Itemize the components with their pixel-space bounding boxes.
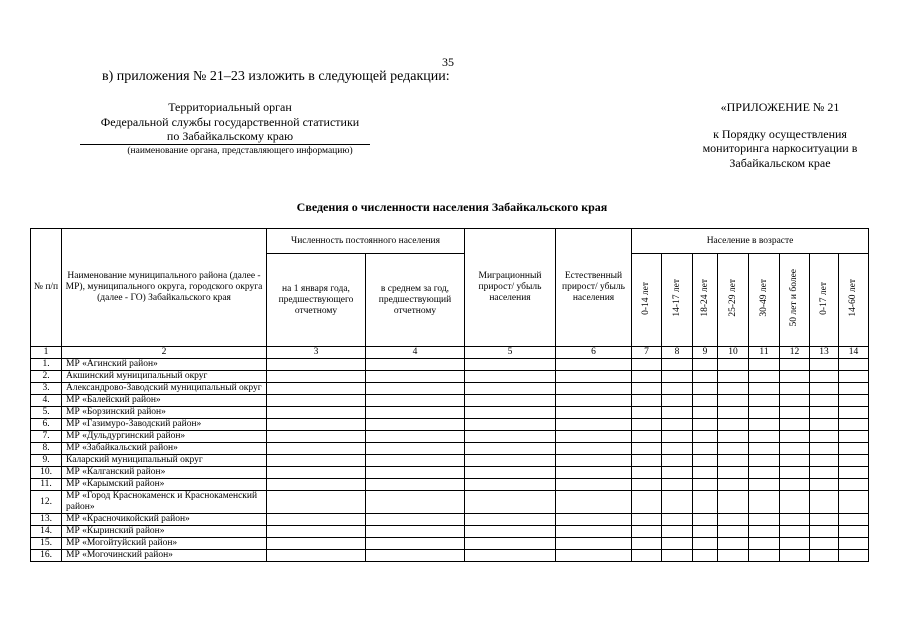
empty-cell xyxy=(662,526,693,538)
empty-cell xyxy=(662,359,693,371)
table-row xyxy=(31,455,869,467)
table-row xyxy=(31,479,869,491)
empty-cell xyxy=(366,491,465,514)
empty-cell xyxy=(718,383,749,395)
empty-cell xyxy=(556,479,632,491)
page-number: 35 xyxy=(442,55,454,69)
org-line-1: Территориальный орган xyxy=(168,100,292,114)
empty-cell xyxy=(465,431,556,443)
empty-cell xyxy=(632,419,662,431)
empty-cell xyxy=(556,371,632,383)
empty-cell xyxy=(267,479,366,491)
empty-cell xyxy=(632,443,662,455)
empty-cell xyxy=(465,371,556,383)
empty-cell xyxy=(465,526,556,538)
appendix-line-2: мониторинга наркоситуации в xyxy=(702,141,858,155)
empty-cell xyxy=(465,479,556,491)
row-name: МР «Кыринский район» xyxy=(62,526,267,538)
header-age-0-14 xyxy=(632,254,662,347)
empty-cell xyxy=(810,443,839,455)
empty-cell xyxy=(267,443,366,455)
row-name: МР «Калганский район» xyxy=(62,467,267,479)
empty-cell xyxy=(267,538,366,550)
header-age-25-29 xyxy=(718,254,749,347)
header-age-50-plus-label: 50 лет и более xyxy=(789,269,799,327)
header-age-30-49-label: 30-49 лет xyxy=(758,279,769,317)
empty-cell xyxy=(267,407,366,419)
empty-cell xyxy=(693,359,718,371)
empty-cell xyxy=(267,467,366,479)
row-number: 1. xyxy=(31,359,62,371)
empty-cell xyxy=(780,514,810,526)
empty-cell xyxy=(267,514,366,526)
header-age-14-17 xyxy=(662,254,693,347)
empty-cell xyxy=(839,371,869,383)
empty-cell xyxy=(465,514,556,526)
row-number: 3. xyxy=(31,383,62,395)
appendix-line-1: к Порядку осуществления xyxy=(713,126,847,141)
empty-cell xyxy=(749,455,780,467)
empty-cell xyxy=(366,419,465,431)
empty-cell xyxy=(366,395,465,407)
empty-cell xyxy=(780,491,810,514)
header-name: Наименование муниципального района (далее - МР), муниципального округа, городского округа (далее - ГО) Забайкальского края xyxy=(62,229,267,347)
column-number: 12 xyxy=(780,347,810,359)
empty-cell xyxy=(780,431,810,443)
empty-cell xyxy=(465,395,556,407)
empty-cell xyxy=(556,431,632,443)
empty-cell xyxy=(810,359,839,371)
empty-cell xyxy=(839,491,869,514)
empty-cell xyxy=(632,383,662,395)
empty-cell xyxy=(810,431,839,443)
row-number: 4. xyxy=(31,395,62,407)
empty-cell xyxy=(632,431,662,443)
empty-cell xyxy=(662,550,693,562)
empty-cell xyxy=(839,514,869,526)
empty-cell xyxy=(718,443,749,455)
org-line-3: по Забайкальскому краю xyxy=(166,129,294,143)
row-name: МР «Карымский район» xyxy=(62,479,267,491)
empty-cell xyxy=(839,443,869,455)
empty-cell xyxy=(366,526,465,538)
empty-cell xyxy=(780,526,810,538)
table-body xyxy=(31,347,869,562)
empty-cell xyxy=(366,550,465,562)
empty-cell xyxy=(749,514,780,526)
population-table xyxy=(30,228,869,562)
empty-cell xyxy=(749,431,780,443)
empty-cell xyxy=(693,514,718,526)
empty-cell xyxy=(749,359,780,371)
empty-cell xyxy=(839,538,869,550)
row-name: Акшинский муниципальный округ xyxy=(62,371,267,383)
empty-cell xyxy=(780,550,810,562)
empty-cell xyxy=(693,395,718,407)
header-age-14-17-label: 14-17 лет xyxy=(671,279,682,317)
empty-cell xyxy=(662,491,693,514)
row-name: МР «Газимуро-Заводский район» xyxy=(62,419,267,431)
empty-cell xyxy=(810,479,839,491)
row-name: Александрово-Заводский муниципальный округ xyxy=(62,383,267,395)
table-row xyxy=(31,359,869,371)
row-name: МР «Борзинский район» xyxy=(62,407,267,419)
empty-cell xyxy=(267,455,366,467)
empty-cell xyxy=(718,550,749,562)
table-row xyxy=(31,407,869,419)
empty-cell xyxy=(267,383,366,395)
row-number: 9. xyxy=(31,455,62,467)
column-number: 1 xyxy=(31,347,62,359)
empty-cell xyxy=(556,526,632,538)
empty-cell xyxy=(780,419,810,431)
empty-cell xyxy=(810,371,839,383)
row-number: 12. xyxy=(31,491,62,514)
empty-cell xyxy=(556,491,632,514)
row-number: 7. xyxy=(31,431,62,443)
empty-cell xyxy=(267,550,366,562)
intro-text: в) приложения № 21–23 изложить в следующей редакции: xyxy=(102,69,450,84)
empty-cell xyxy=(267,431,366,443)
column-number: 11 xyxy=(749,347,780,359)
empty-cell xyxy=(780,371,810,383)
empty-cell xyxy=(839,550,869,562)
row-name: МР «Забайкальский район» xyxy=(62,443,267,455)
column-number-row xyxy=(31,347,869,359)
header-population: Численность постоянного населения xyxy=(267,229,465,254)
empty-cell xyxy=(632,395,662,407)
empty-cell xyxy=(839,395,869,407)
empty-cell xyxy=(749,479,780,491)
empty-cell xyxy=(693,550,718,562)
empty-cell xyxy=(780,359,810,371)
header-age-14-60-label: 14-60 лет xyxy=(848,279,859,317)
empty-cell xyxy=(366,538,465,550)
table-row xyxy=(31,395,869,407)
appendix-block xyxy=(690,100,870,170)
table-title: Сведения о численности населения Забайкальского края xyxy=(296,200,608,214)
column-number: 9 xyxy=(693,347,718,359)
empty-cell xyxy=(693,407,718,419)
empty-cell xyxy=(662,371,693,383)
row-number: 14. xyxy=(31,526,62,538)
empty-cell xyxy=(662,514,693,526)
column-number: 3 xyxy=(267,347,366,359)
empty-cell xyxy=(632,455,662,467)
empty-cell xyxy=(718,419,749,431)
empty-cell xyxy=(662,383,693,395)
empty-cell xyxy=(693,455,718,467)
empty-cell xyxy=(718,407,749,419)
empty-cell xyxy=(267,359,366,371)
empty-cell xyxy=(718,455,749,467)
empty-cell xyxy=(465,383,556,395)
column-number: 4 xyxy=(366,347,465,359)
empty-cell xyxy=(839,359,869,371)
header-avg: в среднем за год, предшествующий отчетному xyxy=(366,254,465,347)
empty-cell xyxy=(662,419,693,431)
empty-cell xyxy=(556,443,632,455)
header-row-1 xyxy=(31,229,869,254)
empty-cell xyxy=(718,479,749,491)
empty-cell xyxy=(718,491,749,514)
empty-cell xyxy=(693,467,718,479)
header-age-group: Население в возрасте xyxy=(632,229,869,254)
empty-cell xyxy=(465,550,556,562)
empty-cell xyxy=(556,383,632,395)
column-number: 2 xyxy=(62,347,267,359)
empty-cell xyxy=(718,538,749,550)
row-name: Каларский муниципальный округ xyxy=(62,455,267,467)
empty-cell xyxy=(839,419,869,431)
table-row xyxy=(31,526,869,538)
empty-cell xyxy=(810,467,839,479)
row-name: МР «Агинский район» xyxy=(62,359,267,371)
empty-cell xyxy=(556,550,632,562)
row-name: МР «Могочинский район» xyxy=(62,550,267,562)
header-jan1: на 1 января года, предшествующего отчетному xyxy=(267,254,366,347)
empty-cell xyxy=(556,514,632,526)
empty-cell xyxy=(267,526,366,538)
empty-cell xyxy=(556,455,632,467)
header-age-18-24 xyxy=(693,254,718,347)
empty-cell xyxy=(718,395,749,407)
empty-cell xyxy=(839,467,869,479)
empty-cell xyxy=(366,514,465,526)
empty-cell xyxy=(749,419,780,431)
empty-cell xyxy=(267,395,366,407)
empty-cell xyxy=(718,431,749,443)
empty-cell xyxy=(632,407,662,419)
table-row xyxy=(31,419,869,431)
row-number: 11. xyxy=(31,479,62,491)
empty-cell xyxy=(749,395,780,407)
empty-cell xyxy=(465,467,556,479)
empty-cell xyxy=(465,443,556,455)
empty-cell xyxy=(718,467,749,479)
empty-cell xyxy=(693,443,718,455)
org-underline xyxy=(80,144,370,145)
empty-cell xyxy=(749,407,780,419)
empty-cell xyxy=(366,467,465,479)
row-number: 10. xyxy=(31,467,62,479)
header-age-50-plus xyxy=(780,254,810,347)
empty-cell xyxy=(780,455,810,467)
empty-cell xyxy=(366,431,465,443)
empty-cell xyxy=(693,371,718,383)
row-name: МР «Город Краснокаменск и Краснокаменский район» xyxy=(62,491,267,514)
empty-cell xyxy=(780,383,810,395)
column-number: 6 xyxy=(556,347,632,359)
empty-cell xyxy=(556,395,632,407)
empty-cell xyxy=(267,371,366,383)
row-number: 15. xyxy=(31,538,62,550)
header-age-14-60 xyxy=(839,254,869,347)
empty-cell xyxy=(556,359,632,371)
empty-cell xyxy=(632,467,662,479)
column-number: 14 xyxy=(839,347,869,359)
empty-cell xyxy=(693,491,718,514)
empty-cell xyxy=(662,467,693,479)
empty-cell xyxy=(366,359,465,371)
empty-cell xyxy=(780,395,810,407)
empty-cell xyxy=(632,550,662,562)
row-number: 16. xyxy=(31,550,62,562)
empty-cell xyxy=(839,407,869,419)
header-migration: Миграционный прирост/ убыль населения xyxy=(465,229,556,347)
empty-cell xyxy=(662,455,693,467)
empty-cell xyxy=(749,443,780,455)
empty-cell xyxy=(810,491,839,514)
table-row xyxy=(31,383,869,395)
org-line-2: Федеральной службы государственной статистики xyxy=(100,114,360,129)
empty-cell xyxy=(632,479,662,491)
header-age-25-29-label: 25-29 лет xyxy=(727,279,738,317)
row-name: МР «Красночикойский район» xyxy=(62,514,267,526)
empty-cell xyxy=(465,407,556,419)
empty-cell xyxy=(810,455,839,467)
table-row xyxy=(31,550,869,562)
header-age-30-49 xyxy=(749,254,780,347)
empty-cell xyxy=(749,467,780,479)
empty-cell xyxy=(839,383,869,395)
appendix-line-3: Забайкальском крае xyxy=(729,155,831,170)
header-natural: Естественный прирост/ убыль населения xyxy=(556,229,632,347)
empty-cell xyxy=(718,514,749,526)
empty-cell xyxy=(465,455,556,467)
empty-cell xyxy=(749,371,780,383)
table-row xyxy=(31,538,869,550)
empty-cell xyxy=(780,443,810,455)
table-row xyxy=(31,514,869,526)
empty-cell xyxy=(693,538,718,550)
empty-cell xyxy=(810,550,839,562)
empty-cell xyxy=(810,383,839,395)
empty-cell xyxy=(632,526,662,538)
row-name: МР «Дульдургинский район» xyxy=(62,431,267,443)
empty-cell xyxy=(718,526,749,538)
empty-cell xyxy=(810,526,839,538)
empty-cell xyxy=(556,407,632,419)
empty-cell xyxy=(749,538,780,550)
empty-cell xyxy=(366,455,465,467)
empty-cell xyxy=(465,491,556,514)
empty-cell xyxy=(366,479,465,491)
empty-cell xyxy=(366,383,465,395)
empty-cell xyxy=(810,395,839,407)
empty-cell xyxy=(465,538,556,550)
empty-cell xyxy=(267,491,366,514)
empty-cell xyxy=(556,538,632,550)
empty-cell xyxy=(556,467,632,479)
table-row xyxy=(31,467,869,479)
table-row xyxy=(31,431,869,443)
column-number: 8 xyxy=(662,347,693,359)
empty-cell xyxy=(693,431,718,443)
empty-cell xyxy=(662,479,693,491)
table-row xyxy=(31,443,869,455)
empty-cell xyxy=(839,479,869,491)
header-num: № п/п xyxy=(31,229,62,347)
appendix-title: «ПРИЛОЖЕНИЕ № 21 xyxy=(720,100,840,114)
empty-cell xyxy=(810,538,839,550)
row-name: МР «Могойтуйский район» xyxy=(62,538,267,550)
empty-cell xyxy=(718,371,749,383)
empty-cell xyxy=(780,407,810,419)
empty-cell xyxy=(632,491,662,514)
row-name: МР «Балейский район» xyxy=(62,395,267,407)
column-number: 10 xyxy=(718,347,749,359)
empty-cell xyxy=(839,431,869,443)
column-number: 7 xyxy=(632,347,662,359)
empty-cell xyxy=(632,514,662,526)
empty-cell xyxy=(662,407,693,419)
row-number: 8. xyxy=(31,443,62,455)
header-age-0-14-label: 0-14 лет xyxy=(641,281,651,315)
empty-cell xyxy=(662,538,693,550)
table-row xyxy=(31,491,869,514)
empty-cell xyxy=(632,371,662,383)
empty-cell xyxy=(839,526,869,538)
org-caption: (наименование органа, представляющего информацию) xyxy=(127,146,353,156)
empty-cell xyxy=(780,467,810,479)
empty-cell xyxy=(749,383,780,395)
empty-cell xyxy=(662,395,693,407)
empty-cell xyxy=(662,443,693,455)
row-number: 2. xyxy=(31,371,62,383)
empty-cell xyxy=(749,550,780,562)
column-number: 13 xyxy=(810,347,839,359)
empty-cell xyxy=(780,538,810,550)
empty-cell xyxy=(810,419,839,431)
column-number: 5 xyxy=(465,347,556,359)
empty-cell xyxy=(662,431,693,443)
empty-cell xyxy=(366,443,465,455)
empty-cell xyxy=(810,514,839,526)
empty-cell xyxy=(718,359,749,371)
empty-cell xyxy=(693,479,718,491)
empty-cell xyxy=(556,419,632,431)
empty-cell xyxy=(780,479,810,491)
empty-cell xyxy=(810,407,839,419)
row-number: 6. xyxy=(31,419,62,431)
empty-cell xyxy=(693,383,718,395)
empty-cell xyxy=(632,359,662,371)
empty-cell xyxy=(749,491,780,514)
empty-cell xyxy=(632,538,662,550)
empty-cell xyxy=(839,455,869,467)
empty-cell xyxy=(693,419,718,431)
header-age-0-17 xyxy=(810,254,839,347)
empty-cell xyxy=(267,419,366,431)
header-age-18-24-label: 18-24 лет xyxy=(699,279,710,317)
org-block xyxy=(80,100,380,144)
empty-cell xyxy=(366,371,465,383)
header-age-0-17-label: 0-17 лет xyxy=(818,281,829,315)
empty-cell xyxy=(465,359,556,371)
row-number: 5. xyxy=(31,407,62,419)
row-number: 13. xyxy=(31,514,62,526)
empty-cell xyxy=(465,419,556,431)
table-row xyxy=(31,371,869,383)
empty-cell xyxy=(693,526,718,538)
empty-cell xyxy=(749,526,780,538)
empty-cell xyxy=(366,407,465,419)
